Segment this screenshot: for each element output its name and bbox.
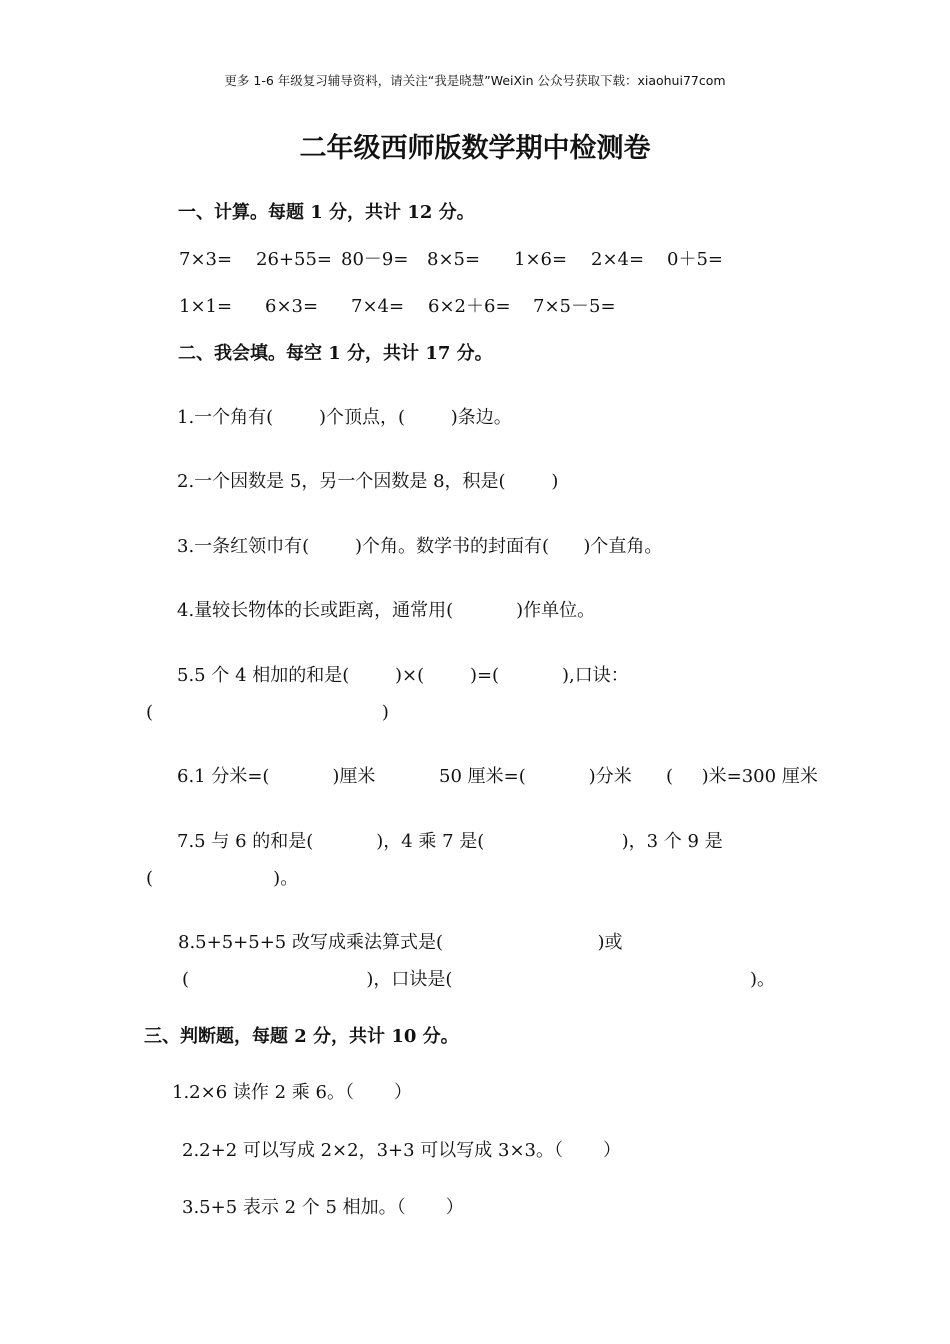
calc-item: 1×1= [179,296,233,317]
section2-heading: 二、我会填。每空 1 分，共计 17 分。 [178,343,493,364]
section3-heading: 三、判断题，每题 2 分，共计 10 分。 [144,1026,459,1047]
fill-question-5-cont: ( ) [146,702,389,723]
calc-item: 80－9= [341,249,409,270]
fill-question-6a: 6.1 分米=( )厘米 [177,766,376,787]
calc-item: 8×5= [427,249,481,270]
page-title: 二年级西师版数学期中检测卷 [299,133,651,164]
calc-item: 7×4= [351,296,405,317]
judge-question-3: 3.5+5 表示 2 个 5 相加。（ ） [182,1197,464,1218]
fill-question-7-cont: ( )。 [146,868,299,889]
fill-question-7: 7.5 与 6 的和是( )，4 乘 7 是( )，3 个 9 是 [177,831,723,852]
judge-question-1: 1.2×6 读作 2 乘 6。（ ） [172,1082,413,1103]
fill-question-8: 8.5+5+5+5 改写成乘法算式是( )或 [178,932,623,953]
fill-question-1: 1.一个角有( )个顶点，( )条边。 [177,407,512,428]
section1-heading: 一、计算。每题 1 分，共计 12 分。 [178,202,475,223]
fill-question-5: 5.5 个 4 相加的和是( )×( )=( ),口诀： [177,665,629,686]
fill-question-2: 2.一个因数是 5，另一个因数是 8，积是( ) [177,471,559,492]
judge-question-2: 2.2+2 可以写成 2×2，3+3 可以写成 3×3。（ ） [182,1140,622,1161]
calc-item: 6×2＋6= [428,296,511,317]
fill-question-6b: 50 厘米=( )分米 [439,766,632,787]
fill-question-4: 4.量较长物体的长或距离，通常用( )作单位。 [177,600,596,621]
calc-item: 2×4= [591,249,645,270]
fill-question-6c: ( )米=300 厘米 [666,766,818,787]
calc-item: 7×5－5= [533,296,616,317]
calc-item: 0＋5= [667,249,723,270]
calc-item: 7×3= [179,249,233,270]
calc-item: 1×6= [514,249,568,270]
calc-item: 26+55= [256,249,332,270]
calc-item: 6×3= [265,296,319,317]
page-header-note: 更多 1-6 年级复习辅导资料，请关注“我是晓慧”WeiXin 公众号获取下载：xiaohui77com [224,73,726,88]
fill-question-3: 3.一条红领巾有( )个角。数学书的封面有( )个直角。 [177,536,663,557]
fill-question-8-cont: ( )，口诀是( )。 [182,969,775,990]
